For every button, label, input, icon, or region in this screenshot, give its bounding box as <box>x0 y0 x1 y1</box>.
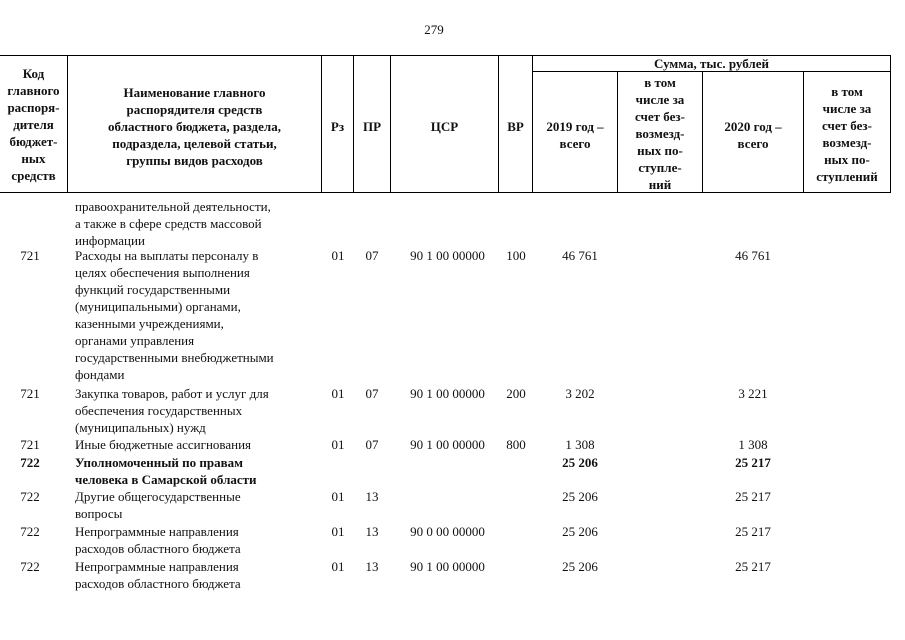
row-2019: 25 206 <box>562 524 598 539</box>
row-csr: 90 1 00 00000 <box>410 559 485 574</box>
row-rz: 01 <box>331 437 345 452</box>
row-pr: 07 <box>365 437 379 452</box>
row-name: правоохранительной деятельности, а также в сфере средств массовой информации <box>75 199 271 248</box>
row-name: Непрограммные направления расходов областного бюджета <box>75 524 241 556</box>
row-2019: 25 206 <box>562 489 598 504</box>
row-code: 722 <box>20 455 40 470</box>
row-2019: 25 206 <box>562 559 598 574</box>
header-code: Код главного распоря- дителя бюджет- ных средств <box>7 66 60 183</box>
row-code: 722 <box>20 559 40 574</box>
row-name: Иные бюджетные ассигнования <box>75 437 252 452</box>
row-csr: 90 0 00 00000 <box>410 524 485 539</box>
row-2020: 25 217 <box>735 524 771 539</box>
row-rz: 01 <box>331 489 345 504</box>
header-2019-incl: в том числе за счет без- возмезд- ных по- ступле- ний <box>635 75 685 192</box>
row-rz: 01 <box>331 524 345 539</box>
row-code: 722 <box>20 489 40 504</box>
row-pr: 13 <box>365 559 379 574</box>
row-2020: 3 221 <box>738 386 768 401</box>
header-2020-incl: в том числе за счет без- возмезд- ных по- ступлений <box>816 84 878 184</box>
row-2020: 25 217 <box>735 559 771 574</box>
row-pr: 13 <box>365 489 379 504</box>
table-header <box>0 55 891 193</box>
header-vr: ВР <box>507 119 524 134</box>
header-2019: 2019 год – всего <box>546 119 604 151</box>
row-2020: 46 761 <box>735 248 771 263</box>
row-code: 721 <box>20 437 40 452</box>
row-vr: 800 <box>506 437 526 452</box>
row-name: Расходы на выплаты персоналу в целях обеспечения выполнения функций государственными (муниципальными) органами, казенными учреждениями, органами управления государственными внебюджетными фондами <box>75 248 274 382</box>
row-vr: 100 <box>506 248 526 263</box>
row-2019: 3 202 <box>565 386 595 401</box>
row-2019: 46 761 <box>562 248 598 263</box>
row-2019: 1 308 <box>565 437 595 452</box>
row-2019: 25 206 <box>562 455 598 470</box>
row-vr: 200 <box>506 386 526 401</box>
header-rz: Рз <box>330 119 345 134</box>
row-name: Другие общегосударственные вопросы <box>75 489 241 521</box>
row-code: 721 <box>20 248 40 263</box>
page-number: 279 <box>424 22 444 37</box>
row-rz: 01 <box>331 559 345 574</box>
row-2020: 25 217 <box>735 489 771 504</box>
row-pr: 13 <box>365 524 379 539</box>
row-2020: 1 308 <box>738 437 768 452</box>
row-code: 721 <box>20 386 40 401</box>
row-pr: 07 <box>365 386 379 401</box>
header-csr: ЦСР <box>430 119 459 134</box>
row-pr: 07 <box>365 248 379 263</box>
row-name: Закупка товаров, работ и услуг для обеспечения государственных (муниципальных) нужд <box>75 386 269 435</box>
row-code: 722 <box>20 524 40 539</box>
header-bottom-rule <box>0 192 891 193</box>
row-csr: 90 1 00 00000 <box>410 386 485 401</box>
header-pr: ПР <box>362 119 382 134</box>
row-csr: 90 1 00 00000 <box>410 437 485 452</box>
row-name: Непрограммные направления расходов областного бюджета <box>75 559 241 591</box>
header-sum: Сумма, тыс. рублей <box>654 56 769 71</box>
header-2020: 2020 год – всего <box>724 119 782 151</box>
row-rz: 01 <box>331 248 345 263</box>
header-name: Наименование главного распорядителя средств областного бюджета, раздела, подраздела, целевой статьи, группы видов расходов <box>108 85 281 168</box>
row-name: Уполномоченный по правам человека в Самарской области <box>75 455 257 487</box>
row-rz: 01 <box>331 386 345 401</box>
row-csr: 90 1 00 00000 <box>410 248 485 263</box>
col-divider <box>890 55 891 193</box>
row-2020: 25 217 <box>735 455 771 470</box>
